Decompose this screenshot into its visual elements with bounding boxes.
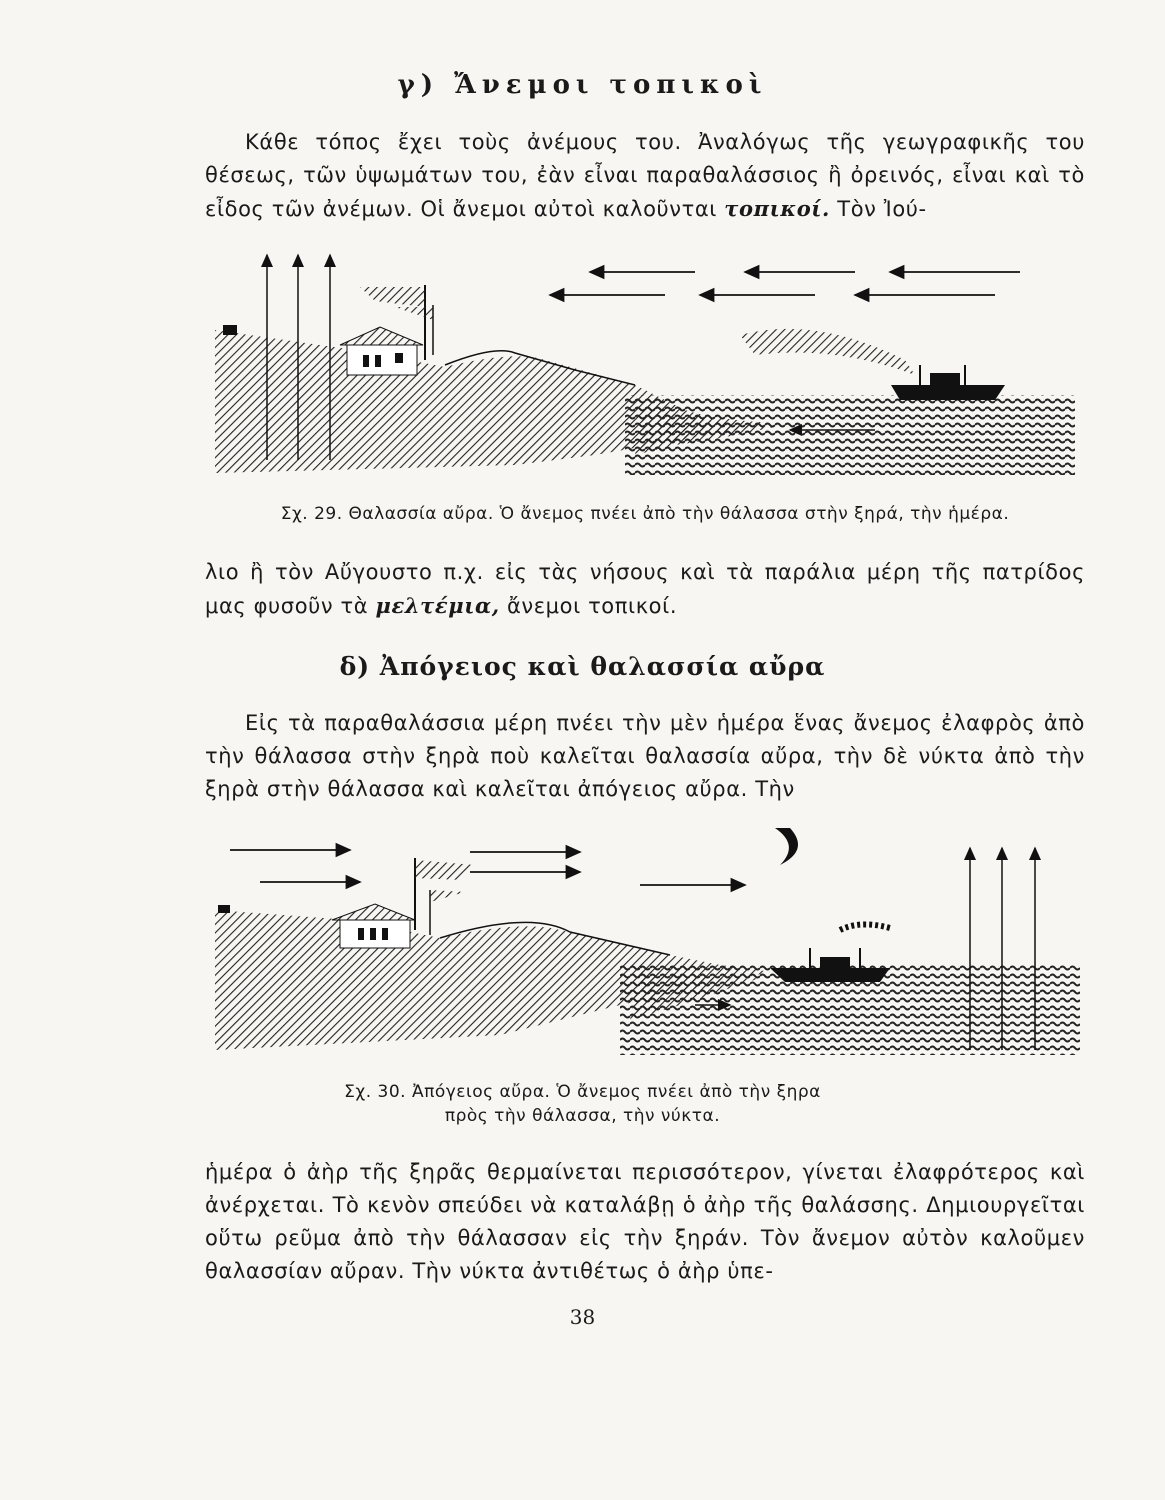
paragraph-local-winds	[205, 126, 1085, 226]
flag-icon	[415, 858, 475, 935]
paragraph-text: Εἰς τὰ παραθαλάσσια μέρη πνέει τὴν μὲν ἡμέρα ἕνας ἄνεμος ἐλαφρὸς ἀπὸ τὴν θάλασσα στὴν ξηρὰ ποὺ καλεῖται θαλασσία αὔρα, τὴν δὲ νύκτα ἀπὸ τὴν ξηρὰ στὴν θάλασσα καὶ καλεῖται ἀπόγειος αὔρα. Τὴν	[205, 711, 1085, 801]
small-building-icon	[223, 325, 237, 335]
paragraph-text: Κάθε τόπος ἔχει τοὺς ἀνέμους του. Ἀναλόγως τῆς γεωγραφικῆς του θέσεως, τῶν ὑψωμάτων του, ἐὰν εἶναι παραθαλάσσιος ἢ ὀρεινός, εἶναι καὶ τὸ εἶδος τῶν ἀνέμων. Οἱ ἄνεμοι αὐτοὶ καλοῦνται	[205, 130, 1085, 221]
section-heading-local-winds: γ) Ἄνεμοι τοπικοὶ	[397, 70, 768, 100]
moon-icon	[775, 828, 798, 865]
figure-29-sea-breeze	[215, 245, 1075, 480]
figure-30-caption-line2: πρὸς τὴν θάλασσα, τὴν νύκτα.	[444, 1106, 721, 1126]
figure-29-caption: Σχ. 29. Θαλασσία αὔρα. Ὁ ἄνεμος πνέει ἀπὸ τὴν θάλασσα στὴν ξηρά, τὴν ἡμέρα.	[280, 504, 1010, 524]
paragraph-text-end: ἄνεμοι τοπικοί.	[506, 594, 678, 618]
paragraph-breezes	[205, 707, 1085, 806]
house-icon	[332, 904, 415, 948]
paragraph-continuation: ἡμέρα ὁ ἀὴρ τῆς ξηρᾶς θερμαίνεται περισσότερον, γίνεται ἐλαφρότερος καὶ ἀνέρχεται. Τὸ κενὸν σπεύδει νὰ καταλάβῃ ὁ ἀὴρ τῆς θαλάσσης. Δημιουργεῖται οὕτω ρεῦμα ἀπὸ τὴν θάλασσαν εἰς τὴν ξηράν. Τὸν ἄνεμον αὐτὸν καλοῦμεν θαλασσίαν αὔραν. Τὴν νύκτα ἀντιθέτως ὁ ἀὴρ ὑπε-	[205, 1160, 1085, 1283]
paragraph-text: λιο ἢ τὸν Αὔγουστο π.χ. εἰς τὰς νήσους καὶ τὰ παράλια μέρη τῆς πατρίδος μας φυσοῦν τὰ	[205, 560, 1085, 618]
paragraph-meltemia	[205, 556, 1085, 623]
figure-30-caption-line1: Σχ. 30. Ἀπόγειος αὔρα. Ὁ ἄνεμος πνέει ἀπὸ τὴν ξηρα	[344, 1082, 821, 1102]
ship-icon	[770, 924, 890, 982]
emphasis-meltemia: μελτέμια,	[375, 593, 500, 618]
section-heading-land-sea-breeze: δ) Ἀπόγειος καὶ θαλασσία αὔρα	[339, 652, 826, 681]
small-building-icon	[218, 905, 230, 913]
house-icon	[340, 327, 423, 375]
page-number: 38	[569, 1305, 596, 1329]
emphasis-topikoi: τοπικοί.	[724, 196, 830, 221]
ship-icon	[740, 329, 1005, 400]
paragraph-tail: Τὸν Ἰού-	[837, 197, 927, 221]
figure-30-land-breeze	[200, 820, 1080, 1060]
